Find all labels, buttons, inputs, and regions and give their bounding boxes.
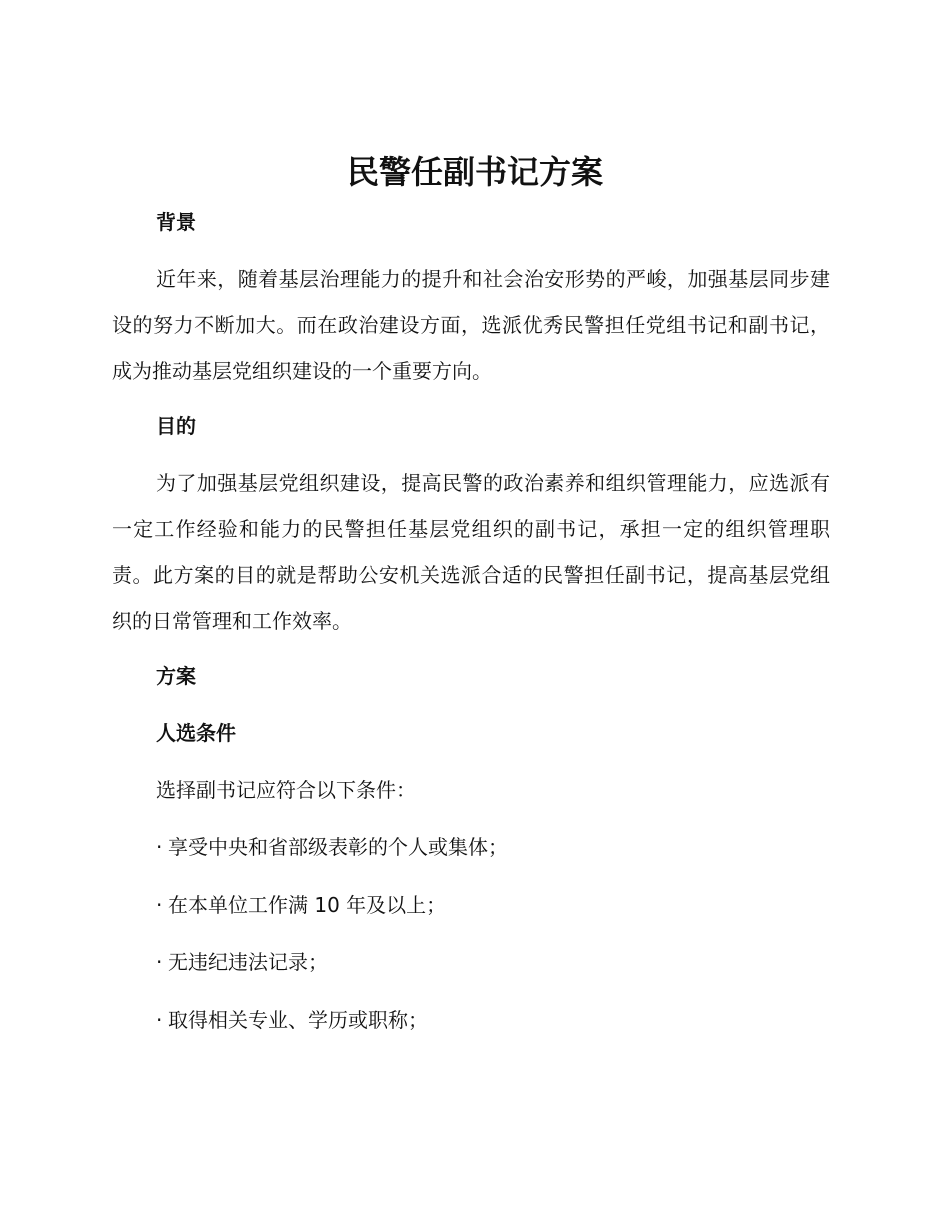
conditions-list <box>156 833 508 1063</box>
list-item <box>156 833 508 891</box>
bullet-icon: · <box>156 950 163 974</box>
list-item <box>156 891 508 949</box>
list-item <box>156 948 508 1006</box>
section-heading-plan: 方案 <box>156 664 196 688</box>
bullet-icon: · <box>156 892 163 917</box>
list-item-text: 在本单位工作满 10 年及以上； <box>168 892 447 917</box>
bullet-icon: · <box>156 1007 163 1032</box>
list-item-text: 享受中央和省部级表彰的个人或集体； <box>168 835 508 859</box>
section-heading-purpose: 目的 <box>156 414 196 438</box>
list-item-text: 取得相关专业、学历或职称； <box>168 1007 428 1032</box>
bullet-icon: · <box>156 835 163 859</box>
document-title: 民警任副书记方案 <box>346 153 603 191</box>
background-paragraph: 近年来，随着基层治理能力的提升和社会治安形势的严峻，加强基层同步建设的努力不断加大。而在政治建设方面，选派优秀民警担任党组书记和副书记，成为推动基层党组织建设的一个重要方向。 <box>112 267 830 383</box>
subheading-candidate-conditions: 人选条件 <box>156 721 236 745</box>
purpose-paragraph: 为了加强基层党组织建设，提高民警的政治素养和组织管理能力，应选派有一定工作经验和能力的民警担任基层党组织的副书记，承担一定的组织管理职责。此方案的目的就是帮助公安机关选派合适的民警担任副书记，提高基层党组织的日常管理和工作效率。 <box>112 471 830 633</box>
list-item-text: 无违纪违法记录； <box>168 950 328 974</box>
section-heading-background: 背景 <box>156 210 196 234</box>
list-item <box>156 1006 508 1064</box>
conditions-intro: 选择副书记应符合以下条件： <box>156 778 416 802</box>
